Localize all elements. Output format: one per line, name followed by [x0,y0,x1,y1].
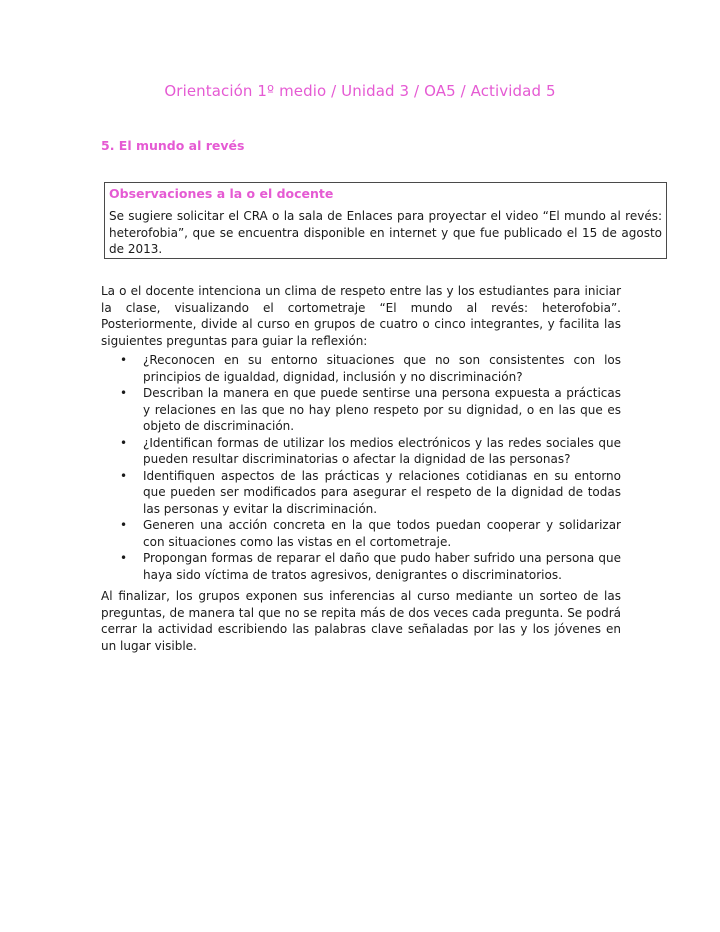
question-text: Identifiquen aspectos de las prácticas y relaciones cotidianas en su entorno que pueden ser modificados para asegurar el respeto de la dignidad de todas las personas y evitar la discriminación. [143,468,621,516]
question-text: Describan la manera en que puede sentirse una persona expuesta a prácticas y relaciones en las que no hay pleno respeto por su dignidad, o en las que es objeto de discriminación. [143,386,621,433]
page-title: Orientación 1º medio / Unidad 3 / OA5 / Actividad 5 [164,82,556,100]
bullet-icon: • [120,468,128,483]
question-text: ¿Identifican formas de utilizar los medios electrónicos y las redes sociales que pueden resultar discriminatorias o afectar la dignidad de las personas? [143,435,621,466]
intro-paragraph: La o el docente intenciona un clima de respeto entre las y los estudiantes para iniciar la clase, visualizando el cortometraje “El mundo al revés: heterofobia”. Posteriormente, divide al curso en grupos de cuatro o cinco integrantes, y facilita las siguientes preguntas para guiar la reflexión: [101,284,621,348]
question-text: ¿Reconocen en su entorno situaciones que no son consistentes con los principios de igualdad, dignidad, inclusión y no discriminación? [143,353,621,384]
question-text: Propongan formas de reparar el daño que pudo haber sufrido una persona que haya sido víctima de tratos agresivos, denigrantes o discriminatorios. [143,551,621,582]
list-item [101,468,621,518]
section-heading: 5. El mundo al revés [101,138,245,153]
bullet-icon: • [120,518,128,532]
bullet-icon: • [120,386,128,400]
list-item [101,385,621,435]
observations-text: Se sugiere solicitar el CRA o la sala de Enlaces para proyectar el video “El mundo al revés: heterofobia”, que se encuentra disponible en internet y que fue publicado el 15 de agosto de 2013. [109,209,662,256]
list-item [101,352,621,385]
observations-title: Observaciones a la o el docente [109,186,334,201]
bullet-icon: • [120,435,128,450]
observations-box [104,182,667,259]
list-item [101,517,621,550]
bullet-icon: • [120,551,128,565]
list-item [101,550,621,583]
question-list [101,352,621,583]
bullet-icon: • [120,353,128,367]
list-item [101,435,621,468]
question-text: Generen una acción concreta en la que todos puedan cooperar y solidarizar con situaciones como las vistas en el cortometraje. [143,518,621,549]
closing-paragraph: Al finalizar, los grupos exponen sus inferencias al curso mediante un sorteo de las preguntas, de manera tal que no se repita más de dos veces cada pregunta. Se podrá cerrar la actividad escribiendo las palabras clave señaladas por las y los jóvenes en un lugar visible. [101,589,621,653]
